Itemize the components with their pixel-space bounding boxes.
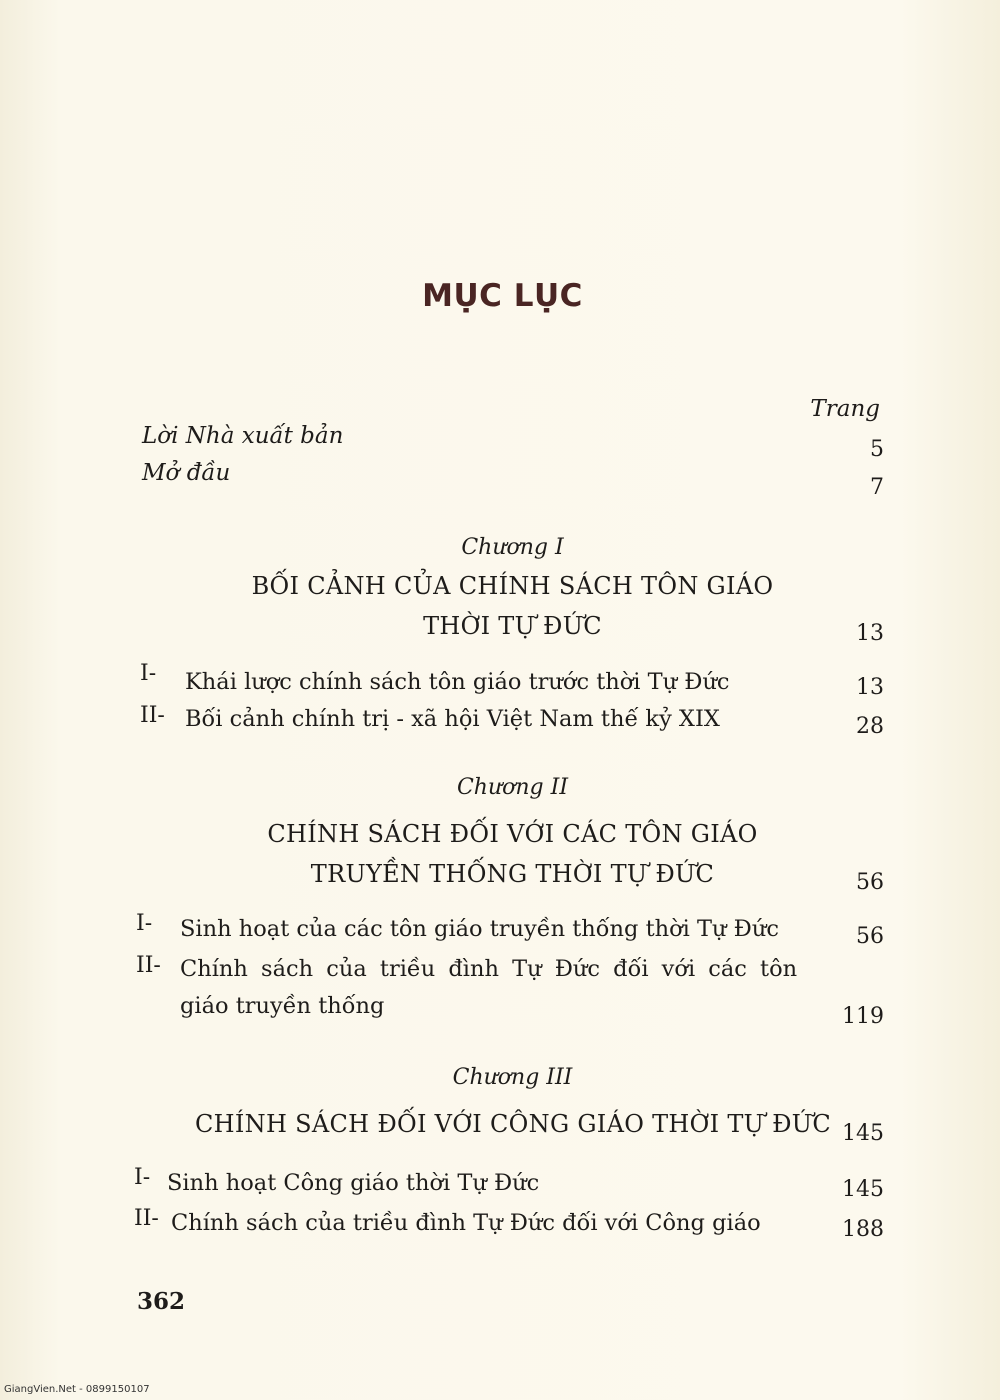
chapter-title-line: CHÍNH SÁCH ĐỐI VỚI CÁC TÔN GIÁO bbox=[267, 820, 758, 848]
item-title: Chính sách của triều đình Tự Đức đối với Công giáo bbox=[171, 1210, 761, 1236]
item-title: Sinh hoạt Công giáo thời Tự Đức bbox=[167, 1170, 540, 1196]
front-matter-label: Lời Nhà xuất bản bbox=[142, 423, 344, 449]
chapter-page: 13 bbox=[856, 621, 884, 646]
item-number: II- bbox=[136, 953, 161, 978]
watermark-text: GiangVien.Net - 0899150107 bbox=[4, 1384, 150, 1395]
item-page: 188 bbox=[842, 1217, 884, 1242]
chapter-title-line: BỐI CẢNH CỦA CHÍNH SÁCH TÔN GIÁO bbox=[251, 572, 774, 600]
item-title: Khái lược chính sách tôn giáo trước thời Tự Đức bbox=[185, 669, 730, 695]
chapter-page: 145 bbox=[842, 1121, 884, 1146]
item-title: Chính sách của triều đình Tự Đức đối với các tôn bbox=[180, 956, 798, 982]
chapter-title-line: TRUYỀN THỐNG THỜI TỰ ĐỨC bbox=[310, 860, 715, 888]
item-page: 119 bbox=[842, 1004, 884, 1029]
item-title: Sinh hoạt của các tôn giáo truyền thống thời Tự Đức bbox=[180, 916, 779, 942]
item-title: Bối cảnh chính trị - xã hội Việt Nam thế kỷ XIX bbox=[185, 706, 720, 732]
item-number: II- bbox=[134, 1206, 159, 1231]
item-page: 13 bbox=[856, 675, 884, 700]
front-matter-page: 7 bbox=[870, 475, 884, 500]
item-number: I- bbox=[136, 911, 153, 936]
chapter-page: 56 bbox=[856, 870, 884, 895]
item-number: I- bbox=[140, 661, 157, 686]
page-column-label: Trang bbox=[810, 396, 880, 422]
chapter-label: Chương II bbox=[456, 775, 569, 800]
chapter-title-line: THỜI TỰ ĐỨC bbox=[423, 612, 602, 640]
front-matter-label: Mở đầu bbox=[142, 460, 231, 486]
front-matter-page: 5 bbox=[870, 437, 884, 462]
page-number: 362 bbox=[137, 1288, 186, 1315]
chapter-title-line: CHÍNH SÁCH ĐỐI VỚI CÔNG GIÁO THỜI TỰ ĐỨC bbox=[195, 1110, 831, 1138]
page-title: MỤC LỤC bbox=[422, 278, 583, 314]
item-page: 28 bbox=[856, 714, 884, 739]
item-page: 145 bbox=[842, 1177, 884, 1202]
item-number: II- bbox=[140, 703, 165, 728]
chapter-label: Chương I bbox=[461, 535, 564, 560]
item-number: I- bbox=[134, 1165, 151, 1190]
chapter-label: Chương III bbox=[452, 1065, 573, 1090]
item-page: 56 bbox=[856, 924, 884, 949]
item-title: giáo truyền thống bbox=[180, 993, 385, 1019]
